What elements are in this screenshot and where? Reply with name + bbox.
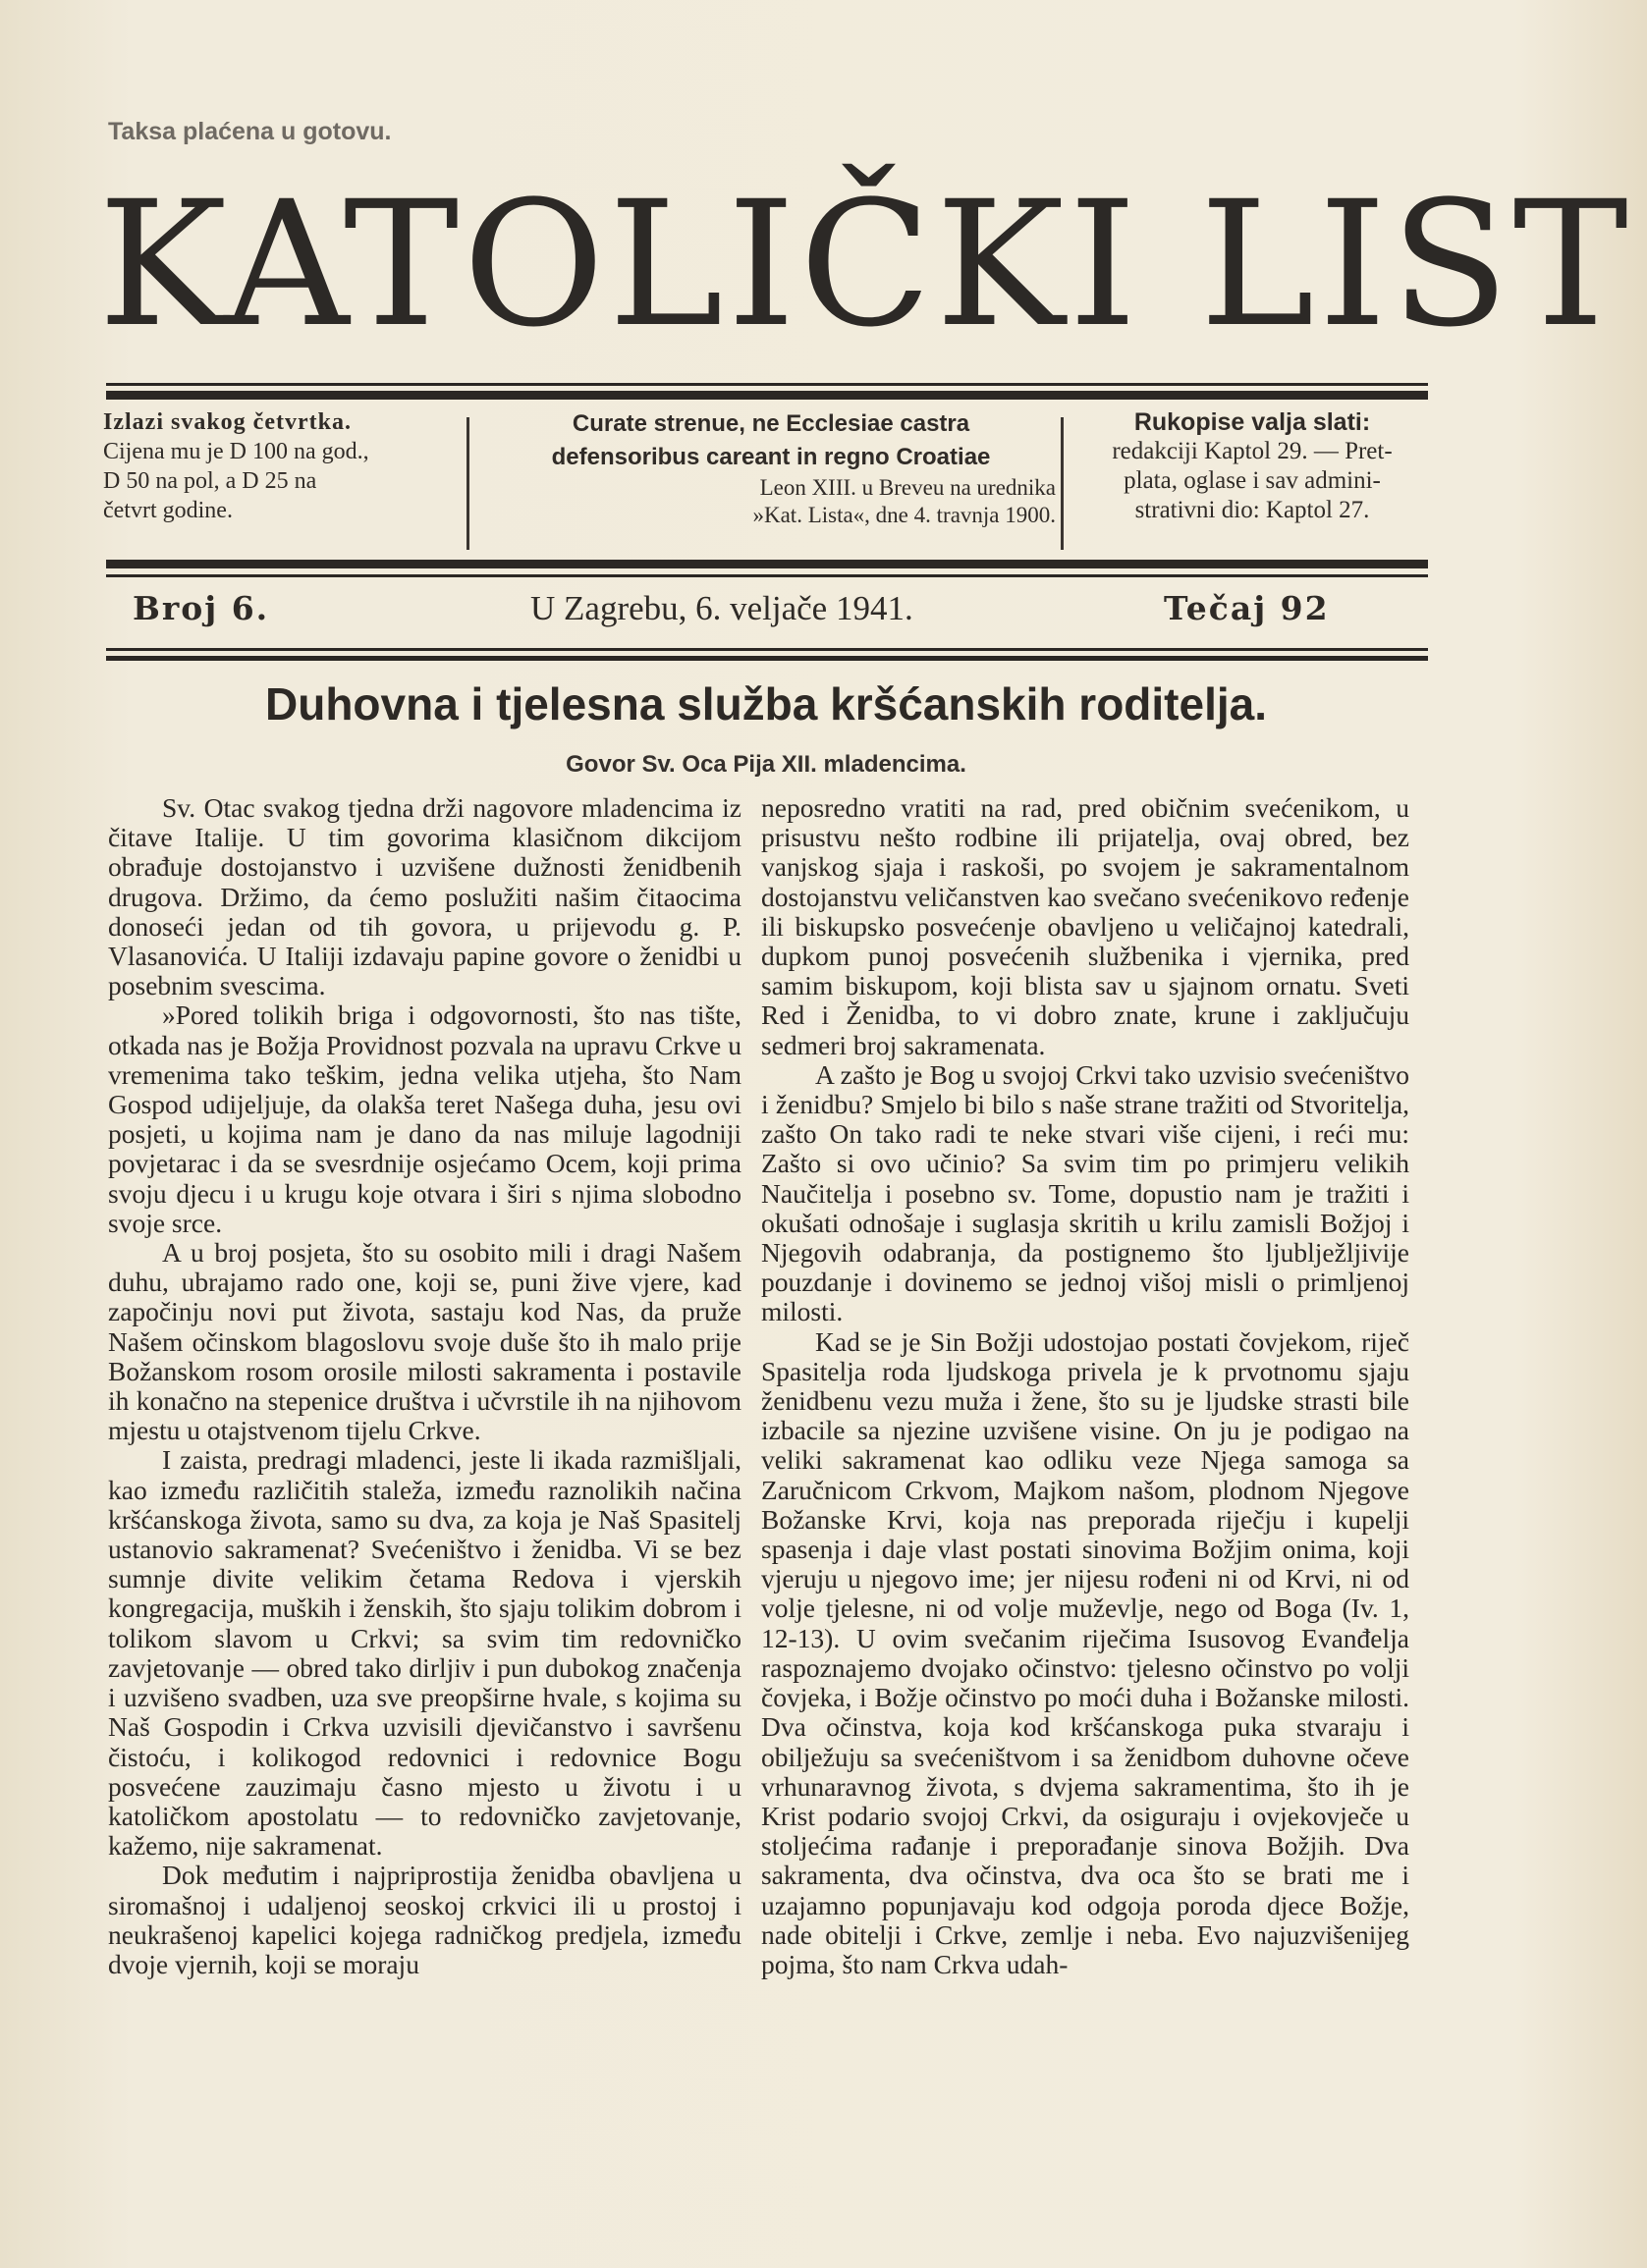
header-divider-left [467,417,469,550]
motto-source-1: Leon XIII. u Breveu na urednika [759,475,1056,500]
article-title: Duhovna i tjelesna služba kršćanskih roditelja. [265,678,1267,729]
motto-source-2: »Kat. Lista«, dne 4. travnja 1900. [752,503,1056,527]
paragraph-continued: neposredno vratiti na rad, pred običnim svećenikom, u prisustvu nešto rodbine ili prijatelja, ovaj obred, bez vanjskog sjaja i raskoši, po svojem je sakramentalnom dostojanstvu veličanstven kao svečano svećenikovo ređenje ili biskupsko posvećenje obavljeno u veličajnoj katedrali, dupkom punoj posvećenih službenika i vjernika, pred samim biskupom, koji blista sav u sjajnom ornatu. Sveti Red i Ženidba, to vi dobro znate, krune i zaključuju sedmeri broj sakramenata. [761,792,1409,1060]
paragraph: A zašto je Bog u svojoj Crkvi tako uzvisio svećeništvo i ženidbu? Smjelo bi bilo s naše strane tražiti od Stvoritelja, zašto On tako radi te neke stvari više cijeni, i reći mu: Zašto si ovo učinio? Sa svim tim po primjeru velikih Naučitelja i posebno sv. Tome, dopustio nam je tražiti i okušati odnošaje i suglasja skritih u krilu zamisli Božjoj i Njegovih odabranja, da postignemo što ljublježljivije pouzdanje i dovinemo se jednoj višoj misli o primljenoj milosti. [761,1058,1409,1327]
issue-rule-thick [106,656,1428,661]
article-column-right [761,793,1409,1979]
masthead-rule-thick [106,391,1428,400]
header-divider-right [1061,417,1064,550]
article-subtitle: Govor Sv. Oca Pija XII. mladencima. [566,751,966,778]
article-column-left [108,793,741,1979]
motto-line-2: defensoribus careant in regno Croatiae [551,444,991,470]
manuscripts-heading: Rukopise valja slati: [1133,408,1371,436]
issue-date: U Zagrebu, 6. veljače 1941. [530,589,913,627]
postal-note: Taksa plaćena u gotovu. [108,118,392,145]
header-rule-thick [106,560,1428,568]
paragraph: Sv. Otac svakog tjedna drži nagovore mladencima iz čitave Italije. U tim govorima klasičnom dikcijom obrađuje dostojanstvo i uzvišene dužnosti ženidbenih drugova. Držimo, da ćemo poslužiti našim čitaocima donoseći jedan od tih govora, u prijevodu g. P. Vlasanovića. U Italiji izdavaju papine govore o ženidbi u posebnim svescima. [108,792,741,1001]
editorial-address [1071,407,1434,555]
motto-block [476,407,1066,555]
issue-rule-thin [106,648,1428,651]
price-line-2: D 50 na pol, a D 25 na [103,468,317,494]
paragraph: »Pored tolikih briga i odgovornosti, što nas tište, otkada nas je Božja Providnost pozvala na upravu Crkve u vremenima tako teškim, jedna velika utjeha, što Nam Gospod udijeljuje, da olakša teret Našega duha, jesu ovi posjeti, u kojima nam je dano da nas miluje lagodniji povjetarac i da se svesrdnije osjećamo Ocem, koji prima svoju djecu i u krugu koje otvara i širi s njima slobodno svoje srce. [108,999,741,1238]
paragraph: A u broj posjeta, što su osobito mili i dragi Našem duhu, ubrajamo rado one, koji se, puni žive vjere, kad započinju novi put života, sastaju kod Nas, da pruže Našem očinskom blagoslovu svoje duše što ih malo prije Božanskom rosom orosile milosti sakramenta i postavile ih konačno na stepenice društva i učvrstile ih na njihovom mjestu u otajstvenom tijelu Crkve. [108,1237,741,1446]
issue-number: Broj 6. [133,589,270,627]
issue-volume: Tečaj 92 [1164,589,1330,627]
price-line-1: Cijena mu je D 100 na god., [103,439,369,464]
subscription-info [103,407,457,555]
motto-line-1: Curate strenue, ne Ecclesiae castra [572,410,970,437]
header-rule-thin [106,574,1428,577]
address-line-3: strativni dio: Kaptol 27. [1134,497,1370,523]
paragraph: Kad se je Sin Božji udostojao postati čovjekom, riječ Spasitelja roda ljudskoga privela je k prvotnomu sjaju ženidbenu vezu muža i žene, što su je ljudske strasti bile izbacile sa njezine uzvišene visine. On ju je podigao na veliki sakramenat kao odliku veze Njega samoga sa Zaručnicom Crkvom, Majkom našom, plodnom Njegove Božanske Krvi, koja nas preporada riječju i kupelji spasenja i daje vlast postati sinovima Božjim onima, koji vjeruju u njegovo ime; jer nijesu rođeni ni od Krvi, ni od volje tjelesne, ni od volje muževlje, nego od Boga (Iv. 1, 12-13). U ovim svečanim riječima Isusovog Evanđelja raspoznajemo dvojako očinstvo: tjelesno očinstvo po volji čovjeka, i Božje očinstvo po moći duha i Božanske milosti. Dva očinstva, koja kod kršćanskoga puka stvaraju i obilježuju sa svećeništvom i sa ženidbom duhovne očeve vrhunaravnog života, s dvjema sakramentima, što ih je Krist podario svojoj Crkvi, da osiguraju i ovjekovječe u stoljećima rađanje i preporađanje sinova Božjih. Dva sakramenta, dva očinstva, dva oca što se brati me i uzajamno popunjavaju kod odgoja poroda djece Božje, nade obitelji i Crkve, zemlje i neba. Evo najuzvišenijeg pojma, što nam Crkva udah- [761,1325,1409,1979]
paragraph: I zaista, predragi mladenci, jeste li ikada razmišljali, kao između različitih staleža, između raznolikih načina kršćanskoga života, samo su dva, za koja je Naš Spasitelj ustanovio sakramenat? Svećeništvo i ženidba. Vi se bez sumnje divite velikim četama Redova i vjerskih kongregacija, muških i ženskih, što sjaju tolikim dobrom i tolikom slavom u Crkvi; sa svim tim redovničko zavjetovanje — obred tako dirljiv i pun dubokog značenja i uzvišeno svadben, uza sve preopširne hvale, s kojima su Naš Gospodin i Crkva uzvisili djevičanstvo i savršenu čistoću, i kolikogod redovnici i redovnice Bogu posvećene zauzimaju časno mjesto u životu i u katoličkom apostolatu — to redovničko zavjetovanje, kažemo, nije sakramenat. [108,1444,741,1862]
masthead-rule-thin [106,383,1428,386]
paragraph: Dok međutim i najpriprostija ženidba obavljena u siromašnoj i udaljenoj seoskoj crkvici ili u prostoj i neukrašenoj kapelici kojega radničkog predjela, između dvoje vjernih, koji se moraju [108,1860,741,1979]
address-line-2: plata, oglase i sav admini- [1124,467,1381,494]
address-line-1: redakciji Kaptol 29. — Pret- [1112,438,1393,464]
publication-frequency: Izlazi svakog četvrtka. [103,409,352,435]
masthead-title: KATOLIČKI LIST [98,164,1632,365]
price-line-3: četvrt godine. [103,498,233,523]
